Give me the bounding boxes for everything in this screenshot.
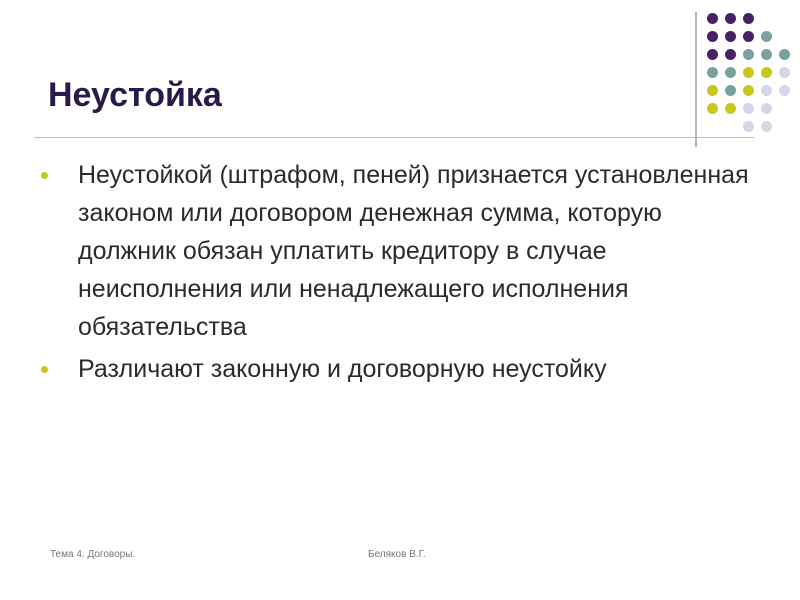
decor-dot [707, 13, 718, 24]
decor-dot [725, 85, 736, 96]
decor-dot [779, 67, 790, 78]
bullet-text: Неустойкой (штрафом, пеней) признается установленная законом или договором денежная сумма, которую должник обязан уплатить кредитору в случае неисполнения или ненадлежащего исполнения обязательства [78, 161, 749, 341]
bullet-list [38, 156, 758, 392]
vertical-divider [695, 12, 697, 147]
bullet-dot-icon [41, 366, 48, 373]
decor-dot [707, 31, 718, 42]
slide-title: Неустойка [48, 76, 222, 114]
decor-dot [725, 13, 736, 24]
decor-dot [725, 67, 736, 78]
decor-dot [761, 67, 772, 78]
footer-author: Беляков В.Г. [368, 549, 426, 560]
bullet-text: Различают законную и договорную неустойку [78, 355, 607, 383]
decor-dot [707, 85, 718, 96]
decor-dot [725, 31, 736, 42]
bullet-item [38, 350, 758, 388]
decor-dot [707, 67, 718, 78]
decor-dot [743, 85, 754, 96]
decor-dot [743, 49, 754, 60]
footer-topic: Тема 4. Договоры. [50, 549, 136, 560]
decor-dot [743, 103, 754, 114]
decor-dot [707, 103, 718, 114]
decor-dot [761, 121, 772, 132]
decor-dot [761, 103, 772, 114]
decor-dot [761, 85, 772, 96]
decor-dot [743, 121, 754, 132]
decor-dot [725, 49, 736, 60]
decor-dot [743, 67, 754, 78]
bullet-item [38, 156, 758, 346]
decor-dot [779, 85, 790, 96]
decor-dot [743, 31, 754, 42]
decor-dot [725, 103, 736, 114]
decor-dot [761, 49, 772, 60]
decor-dot [779, 49, 790, 60]
decor-dot [761, 31, 772, 42]
decor-dot [707, 49, 718, 60]
bullet-dot-icon [41, 172, 48, 179]
decor-dot [743, 13, 754, 24]
title-divider [34, 137, 754, 138]
